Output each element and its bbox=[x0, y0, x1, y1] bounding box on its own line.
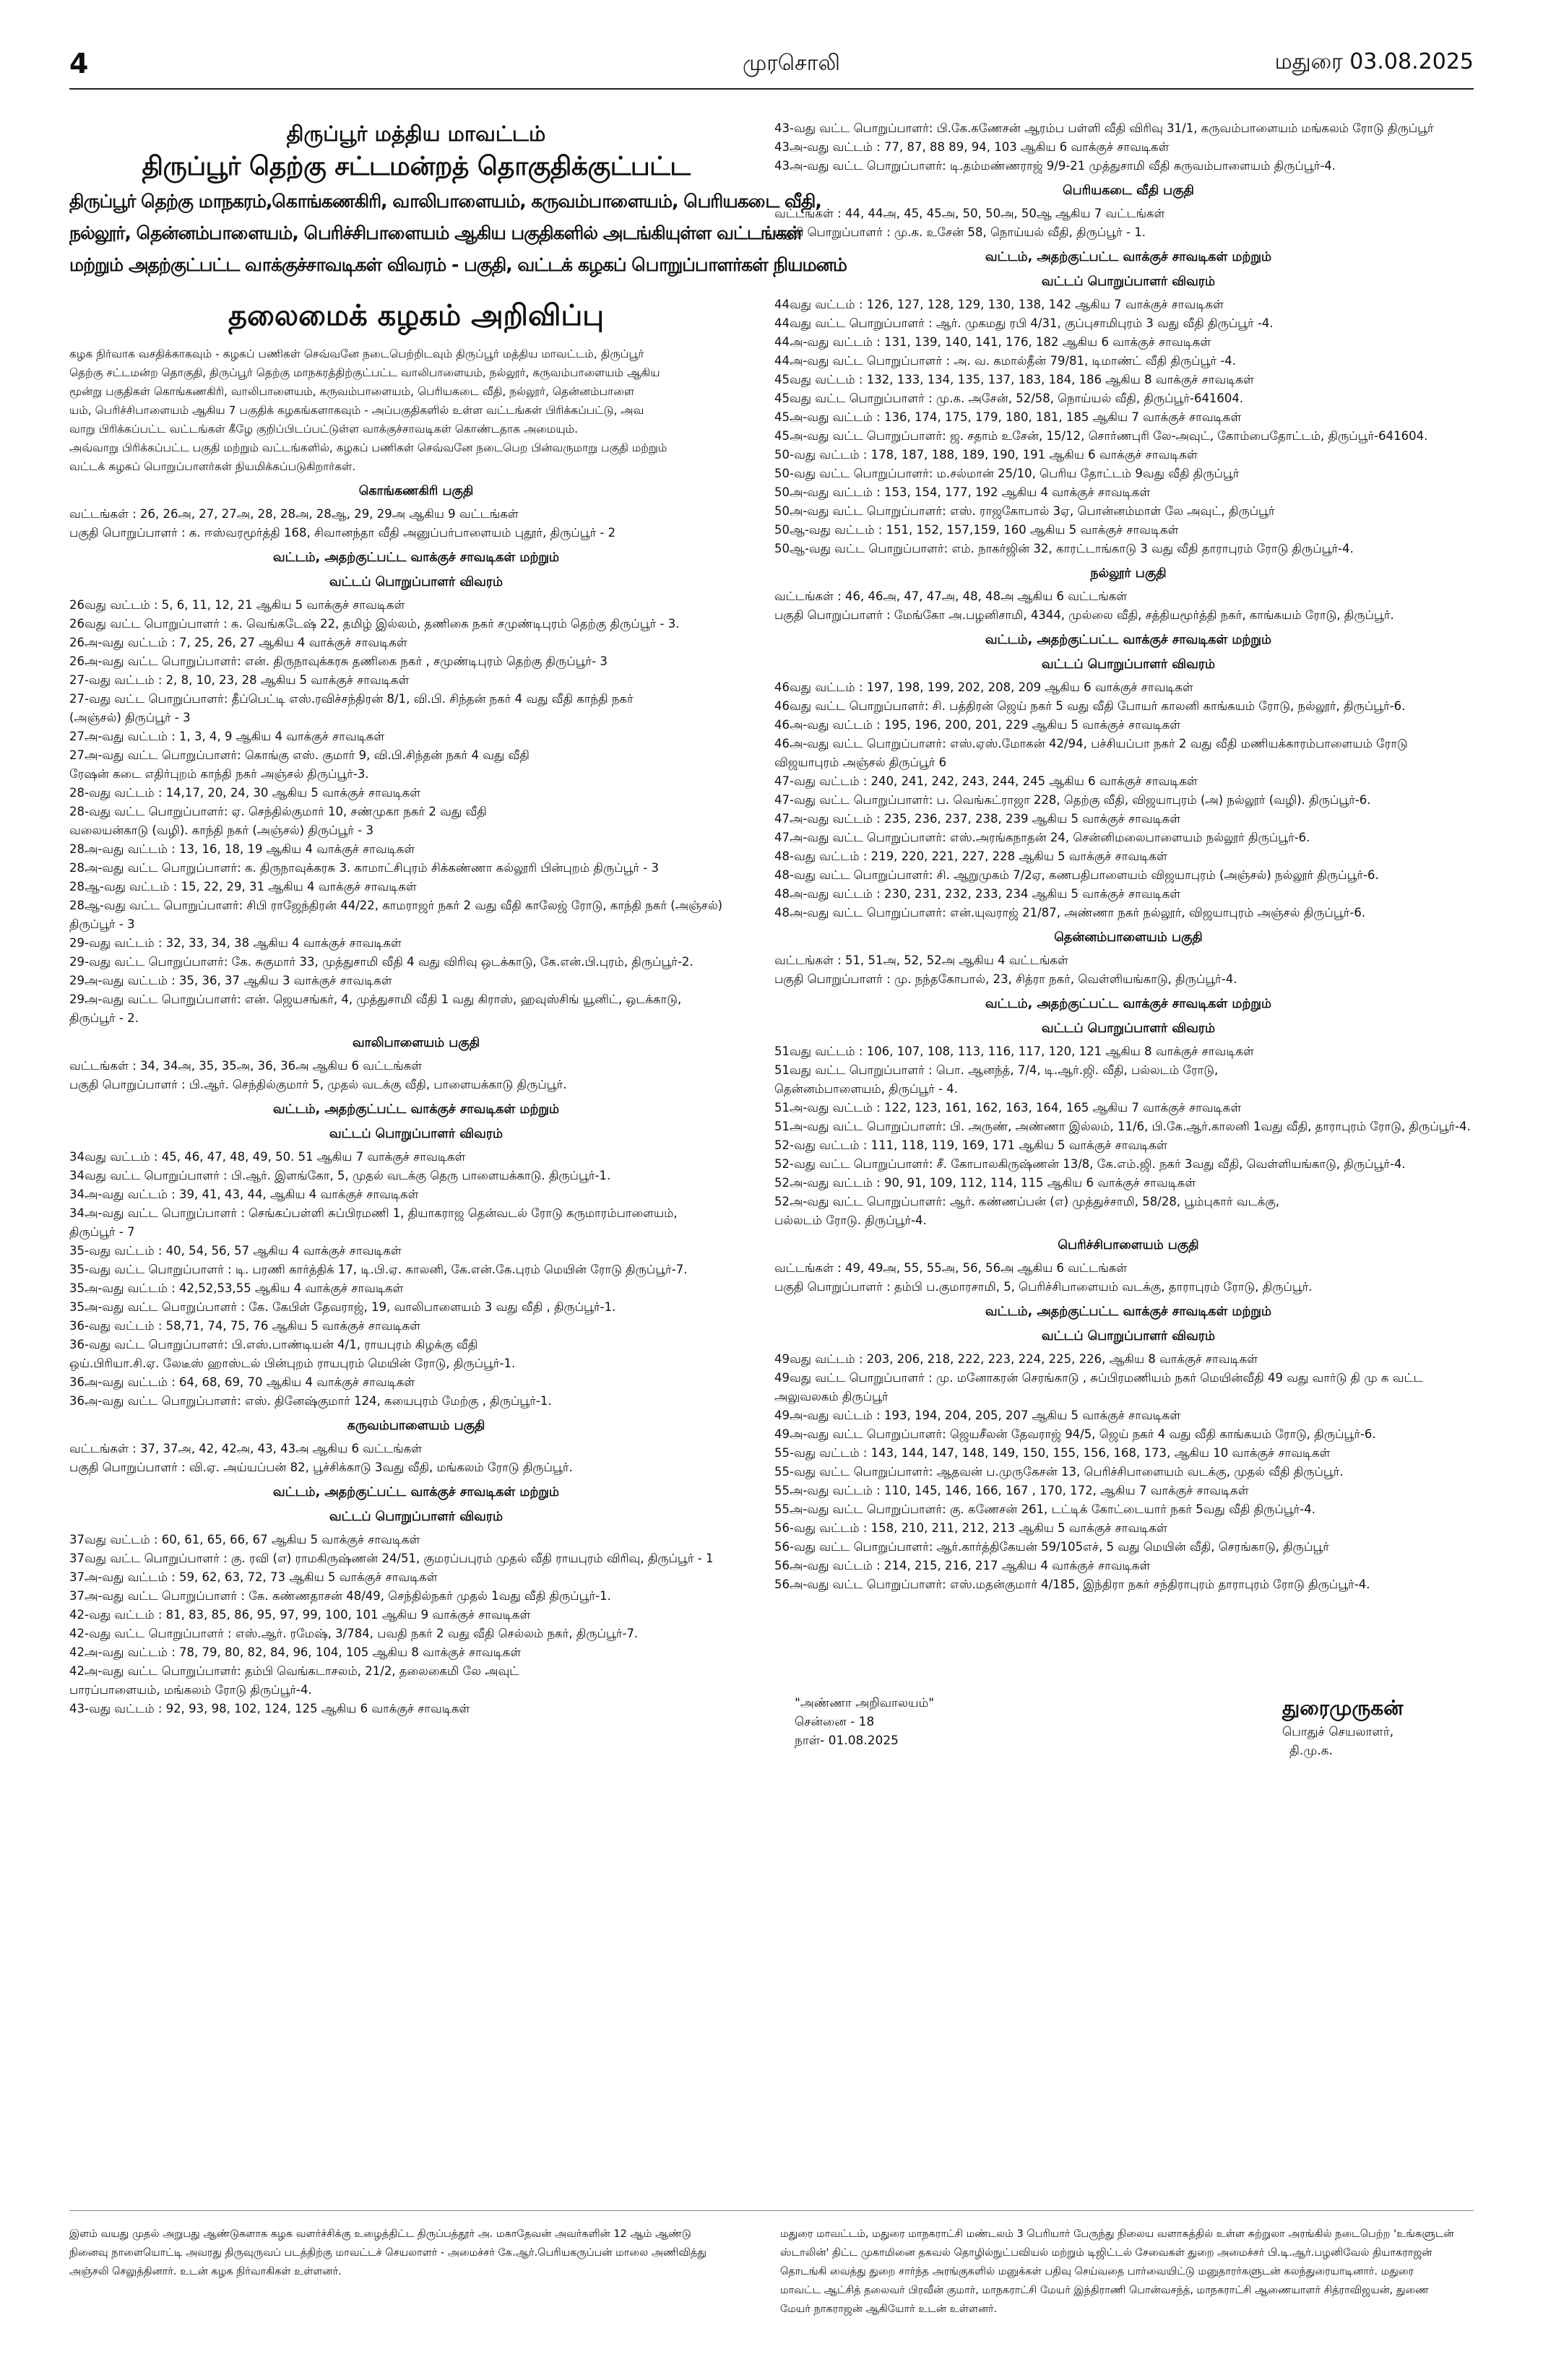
area-title-3: மற்றும் அதற்குட்பட்ட வாக்குச்சாவடிகள் விவரம் - பகுதி, வட்டக் கழகப் பொறுப்பாளர்கள் நியமனம் bbox=[69, 254, 847, 275]
list-line: 27அ-வது வட்ட பொறுப்பாளர்: கொங்கு எஸ். குமார் 9, வி.பி.சிந்தன் நகர் 4 வது வீதி bbox=[69, 748, 530, 762]
list-line: 28அ-வது வட்டம் : 13, 16, 18, 19 ஆகிய 4 வாக்குச் சாவடிகள் bbox=[69, 842, 415, 856]
signatory-block bbox=[1282, 1694, 1403, 1760]
list-line: 50ஆ-வது வட்ட பொறுப்பாளர்: எம். நாகர்ஜின் 32, காரட்டாங்காடு 3 வது வீதி தாராபுரம் ரோடு திருப்பூர்-4. bbox=[774, 542, 1354, 555]
text-line: மதுரை மாவட்டம், மதுரை மாநகராட்சி மண்டலம் 3 பெரியார் பேருந்து நிலைய வளாகத்தில் உள்ள சுற்றுலா அரங்கில் நடைபெற்ற 'உங்களுடன் bbox=[780, 2228, 1454, 2240]
list-line: 46வது வட்டம் : 197, 198, 199, 202, 208, 209 ஆகிய 6 வாக்குச் சாவடிகள் bbox=[774, 680, 1193, 694]
list-line: 28-வது வட்ட பொறுப்பாளர்: ஏ. செந்தில்குமார் 10, சண்முகா நகர் 2 வது வீதி bbox=[69, 805, 487, 818]
signature-date: நாள்- 01.08.2025 bbox=[795, 1734, 899, 1748]
text-line: அஞ்சலி செலுத்தினார். உடன் கழக நிர்வாகிகள் உள்ளனர். bbox=[69, 2266, 342, 2277]
list-line: பகுதி பொறுப்பாளர் : பி.ஆர். செந்தில்குமார் 5, முதல் வடக்கு வீதி, பாளையக்காடு திருப்பூர். bbox=[69, 1078, 567, 1091]
footer-caption-left bbox=[69, 2225, 763, 2281]
list-line: 51அ-வது வட்டம் : 122, 123, 161, 162, 163, 164, 165 ஆகிய 7 வாக்குச் சாவடிகள் bbox=[774, 1101, 1242, 1115]
section-heading: வட்டப் பொறுப்பாளர் விவரம் bbox=[329, 575, 503, 589]
office-name: "அண்ணா அறிவாலயம்" bbox=[795, 1696, 935, 1710]
list-line: 35அ-வது வட்டம் : 42,52,53,55 ஆகிய 4 வாக்குச் சாவடிகள் bbox=[69, 1281, 404, 1295]
list-line: 35அ-வது வட்ட பொறுப்பாளர் : கே. கேபிள் தேவராஜ், 19, வாலிபாளையம் 3 வது வீதி , திருப்பூர்-1. bbox=[69, 1300, 616, 1314]
list-line: தென்னம்பாளையம், திருப்பூர் - 4. bbox=[774, 1082, 959, 1096]
section-heading: வட்டப் பொறுப்பாளர் விவரம் bbox=[329, 1510, 503, 1524]
section-heading: வட்டப் பொறுப்பாளர் விவரம் bbox=[1041, 657, 1216, 672]
text-line: ஸ்டாலின்' திட்ட முகாமினை தகவல் தொழில்நுட்பவியல் மற்றும் டிஜிட்டல் சேவைகள் துறை அமைச்சர் பி.டி.ஆர்.பழனிவேல் தியாகராஜன் bbox=[780, 2247, 1432, 2259]
text-line: மாவட்ட ஆட்சித் தலைவர் பிரவீன் குமார், மாநகராட்சி மேயர் இந்திராணி பொன்வசந்த், மாநகராட்சி ஆணையாளர் சித்ராவிஜயன், துணை bbox=[780, 2285, 1429, 2296]
section-heading: வட்டப் பொறுப்பாளர் விவரம் bbox=[329, 1127, 503, 1141]
list-line: வட்டங்கள் : 49, 49அ, 55, 55அ, 56, 56அ ஆகிய 6 வட்டங்கள் bbox=[774, 1261, 1128, 1275]
list-line: 46அ-வது வட்டம் : 195, 196, 200, 201, 229 ஆகிய 5 வாக்குச் சாவடிகள் bbox=[774, 718, 1181, 732]
list-line: 52அ-வது வட்டம் : 90, 91, 109, 112, 114, 115 ஆகிய 6 வாக்குச் சாவடிகள் bbox=[774, 1176, 1196, 1190]
list-line: 37அ-வது வட்டம் : 59, 62, 63, 72, 73 ஆகிய 5 வாக்குச் சாவடிகள் bbox=[69, 1570, 438, 1584]
section-heading: நல்லூர் பகுதி bbox=[1090, 566, 1167, 581]
list-line: 47-வது வட்டம் : 240, 241, 242, 243, 244, 245 ஆகிய 6 வாக்குச் சாவடிகள் bbox=[774, 774, 1198, 788]
newspaper-name: முரசொலி bbox=[743, 51, 840, 76]
area-title-1: திருப்பூர் தெற்கு மாநகரம்,கொங்கணகிரி, வாலிபாளையம், கருவம்பாளையம், பெரியகடை வீதி, bbox=[69, 191, 821, 212]
list-line: 50அ-வது வட்டம் : 153, 154, 177, 192 ஆகிய 4 வாக்குச் சாவடிகள் bbox=[774, 485, 1151, 499]
list-line: 28-வது வட்டம் : 14,17, 20, 24, 30 ஆகிய 5 வாக்குச் சாவடிகள் bbox=[69, 786, 421, 800]
list-line: 47அ-வது வட்டம் : 235, 236, 237, 238, 239 ஆகிய 5 வாக்குச் சாவடிகள் bbox=[774, 812, 1181, 826]
section-heading: கருவம்பாளையம் பகுதி bbox=[347, 1419, 485, 1433]
signatory-name: துரைமுருகன் bbox=[1282, 1696, 1404, 1720]
section-heading: வட்டம், அதற்குட்பட்ட வாக்குச் சாவடிகள் மற்றும் bbox=[985, 997, 1272, 1011]
list-line: 49அ-வது வட்ட பொறுப்பாளர்: ஜெயசீலன் தேவராஜ் 94/5, ஜெய் நகர் 4 வது வீதி காங்கயம் ரோடு, திருப்பூர்-6. bbox=[774, 1427, 1376, 1441]
list-line: 46வது வட்ட பொறுப்பாளர்: சி. பத்திரன் ஜெய் நகர் 5 வது வீதி போயர் காலனி காங்கயம் ரோடு, நல்லூர், திருப்பூர்-6. bbox=[774, 699, 1406, 713]
list-line: பகுதி பொறுப்பாளர் : மேங்கோ அ.பழனிசாமி, 4344, முல்லை வீதி, சத்தியமூர்த்தி நகர், காங்கயம் ரோடு, திருப்பூர். bbox=[774, 608, 1394, 622]
list-line: 56அ-வது வட்ட பொறுப்பாளர்: எஸ்.மதன்குமார் 4/185, இந்திரா நகர் சந்திராபுரம் தாராபுரம் ரோடு திருப்பூர்-4. bbox=[774, 1578, 1370, 1591]
list-line: பல்லடம் ரோடு. திருப்பூர்-4. bbox=[774, 1213, 927, 1227]
list-line: விஜயாபுரம் அஞ்சல் திருப்பூர் 6 bbox=[774, 756, 947, 769]
section-heading: கொங்கணகிரி பகுதி bbox=[358, 484, 474, 498]
text-line: அவ்வாறு பிரிக்கப்பட்ட பகுதி மற்றும் வட்டங்களில், கழகப் பணிகள் செவ்வனே நடைபெற பின்வருமாறு பகுதி மற்றும் bbox=[69, 441, 667, 454]
text-line: யம், பெரிச்சிபாளையம் ஆகிய 7 பகுதிக் கழகங்களாகவும் - அப்பகுதிகளில் உள்ள வட்டங்கள் பிரிக்கப்பட்டு, அவ bbox=[69, 404, 644, 417]
district-title: திருப்பூர் மத்திய மாவட்டம் bbox=[286, 121, 546, 146]
list-line: 37அ-வது வட்ட பொறுப்பாளர் : கே. கண்ணதாசன் 48/49, செந்தில்நகர் முதல் 1வது வீதி திருப்பூர்-1. bbox=[69, 1589, 611, 1603]
list-line: 34வது வட்டம் : 45, 46, 47, 48, 49, 50. 51 ஆகிய 7 வாக்குச் சாவடிகள் bbox=[69, 1150, 466, 1164]
list-line: 51வது வட்டம் : 106, 107, 108, 113, 116, 117, 120, 121 ஆகிய 8 வாக்குச் சாவடிகள் bbox=[774, 1044, 1254, 1058]
city-date: மதுரை 03.08.2025 bbox=[1274, 49, 1474, 74]
text-line: கழக நிர்வாக வசதிக்காகவும் - கழகப் பணிகள் செவ்வனே நடைபெற்றிடவும் திருப்பூர் மத்திய மாவட்டம், திருப்பூர் bbox=[69, 347, 644, 360]
list-line: 55அ-வது வட்ட பொறுப்பாளர்: கு. கணேசன் 261, டட்டிக் கோட்டையார் நகர் 5வது வீதி திருப்பூர்-4. bbox=[774, 1502, 1316, 1516]
list-line: 50-வது வட்டம் : 178, 187, 188, 189, 190, 191 ஆகிய 6 வாக்குச் சாவடிகள் bbox=[774, 448, 1198, 462]
list-line: 45வது வட்ட பொறுப்பாளர் : மு.க. அசேன், 52/58, நொய்யல் வீதி, திருப்பூர்-641604. bbox=[774, 391, 1244, 405]
area-title-2: நல்லூர், தென்னம்பாளையம், பெரிச்சிபாளையம் ஆகிய பகுதிகளில் அடங்கியுள்ள வட்டங்கள் bbox=[69, 222, 803, 243]
list-line: 42-வது வட்ட பொறுப்பாளர் : எஸ்.ஆர். ரமேஷ், 3/784, பவதி நகர் 2 வது வீதி செல்லம் நகர், திருப்பூர்-7. bbox=[69, 1627, 639, 1640]
list-line: 42-வது வட்டம் : 81, 83, 85, 86, 95, 97, 99, 100, 101 ஆகிய 9 வாக்குச் சாவடிகள் bbox=[69, 1608, 531, 1622]
list-line: 29அ-வது வட்டம் : 35, 36, 37 ஆகிய 3 வாக்குச் சாவடிகள் bbox=[69, 974, 392, 987]
list-line: 26வது வட்டம் : 5, 6, 11, 12, 21 ஆகிய 5 வாக்குச் சாவடிகள் bbox=[69, 598, 405, 612]
list-line: 28ஆ-வது வட்ட பொறுப்பாளர்: சிபி ராஜேந்திரன் 44/22, காமராஜர் நகர் 2 வது வீதி காலேஜ் ரோடு, காந்தி நகர் (அஞ்சல்) bbox=[69, 899, 723, 912]
list-line: அலுவலகம் திருப்பூர் bbox=[774, 1390, 889, 1403]
list-line: 49அ-வது வட்டம் : 193, 194, 204, 205, 207 ஆகிய 5 வாக்குச் சாவடிகள் bbox=[774, 1408, 1181, 1422]
text-line: இளம் வயது முதல் அறுபது ஆண்டுகளாக கழக வளர்ச்சிக்கு உழைத்திட்ட திருப்பத்தூர் அ. மகாதேவன் அவர்களின் 12 ஆம் ஆண்டு bbox=[69, 2228, 691, 2240]
list-line: 37வது வட்ட பொறுப்பாளர் : கு. ரவி (எ) ராமகிருஷ்ணன் 24/51, குமரப்பபுரம் முதல் வீதி ராயபுரம் விரிவு, திருப்பூர் - 1 bbox=[69, 1552, 714, 1565]
list-line: வட்டங்கள் : 37, 37அ, 42, 42அ, 43, 43அ ஆகிய 6 வட்டங்கள் bbox=[69, 1442, 423, 1455]
list-line: 29-வது வட்டம் : 32, 33, 34, 38 ஆகிய 4 வாக்குச் சாவடிகள் bbox=[69, 936, 402, 950]
list-line: ரேஷன் கடை எதிர்புறம் காந்தி நகர் அஞ்சல் திருப்பூர்-3. bbox=[69, 767, 369, 781]
text-line: வட்டக் கழகப் பொறுப்பாளர்கள் நியமிக்கப்படுகிறார்கள். bbox=[69, 460, 356, 473]
list-line: 44அ-வது வட்டம் : 131, 139, 140, 141, 176, 182 ஆகிய 6 வாக்குச் சாவடிகள் bbox=[774, 335, 1211, 349]
section-heading: பெரிச்சிபாளையம் பகுதி bbox=[1058, 1238, 1199, 1252]
section-heading: வட்டம், அதற்குட்பட்ட வாக்குச் சாவடிகள் மற்றும் bbox=[272, 550, 560, 565]
list-line: பகுதி பொறுப்பாளர் : வி.ஏ. அய்யப்பன் 82, பூச்சிக்காடு 3வது வீதி, மங்கலம் ரோடு திருப்பூர். bbox=[69, 1461, 573, 1474]
list-line: 49வது வட்டம் : 203, 206, 218, 222, 223, 224, 225, 226, ஆகிய 8 வாக்குச் சாவடிகள் bbox=[774, 1352, 1258, 1366]
list-line: 52அ-வது வட்ட பொறுப்பாளர்: ஆர். கண்ணப்பன் (எ) முத்துச்சாமி, 58/28, பூம்புகார் வடக்கு, bbox=[774, 1195, 1280, 1208]
list-line: 42அ-வது வட்டம் : 78, 79, 80, 82, 84, 96, 104, 105 ஆகிய 8 வாக்குச் சாவடிகள் bbox=[69, 1645, 522, 1659]
list-line: வட்டங்கள் : 26, 26அ, 27, 27அ, 28, 28அ, 28ஆ, 29, 29அ ஆகிய 9 வட்டங்கள் bbox=[69, 507, 519, 521]
list-line: 48அ-வது வட்ட பொறுப்பாளர்: என்.யுவராஜ் 21/87, அண்ணா நகர் நல்லூர், விஜயாபுரம் அஞ்சல் திருப்பூர்-6. bbox=[774, 906, 1366, 919]
list-line: 28அ-வது வட்ட பொறுப்பாளர்: க. திருநாவுக்கரசு 3. காமாட்சிபுரம் சிக்கண்ணா கல்லூரி பின்புறம் திருப்பூர் - 3 bbox=[69, 861, 660, 875]
text-line: மூன்று பகுதிகள் கொங்கணகிரி, வாலிபாளையம், கருவம்பாளையம், பெரியகடை வீதி, நல்லூர், தென்னம்பாளை bbox=[69, 385, 634, 398]
list-line: பகுதி பொறுப்பாளர் : மு. நந்தகோபால், 23, சித்ரா நகர், வெள்ளியங்காடு, திருப்பூர்-4. bbox=[774, 972, 1237, 986]
list-line: 52-வது வட்ட பொறுப்பாளர்: சீ. கோபாலகிருஷ்ணன் 13/8, கே.எம்.ஜி. நகர் 3வது வீதி, வெள்ளியங்காடு, திருப்பூர்-4. bbox=[774, 1157, 1406, 1171]
right-column bbox=[774, 119, 1482, 1594]
list-line: 51அ-வது வட்ட பொறுப்பாளர்: பி. அருண், அண்ணா இல்லம், 11/6, பி.கே.ஆர்.காலனி 1வது வீதி, தாராபுரம் ரோடு, திருப்பூர்-4. bbox=[774, 1120, 1471, 1133]
text-line: தெற்கு சட்டமன்ற தொகுதி, திருப்பூர் தெற்கு மாநகரத்திற்குட்பட்ட வாலிபாளையம், நல்லூர், கருவம்பாளையம் ஆகிய bbox=[69, 366, 660, 379]
list-line: வலையன்காடு (வழி). காந்தி நகர் (அஞ்சல்) திருப்பூர் - 3 bbox=[69, 823, 373, 837]
section-heading: வட்டப் பொறுப்பாளர் விவரம் bbox=[1041, 1021, 1216, 1036]
section-heading: தென்னம்பாளையம் பகுதி bbox=[1054, 930, 1203, 945]
section-heading: வட்டம், அதற்குட்பட்ட வாக்குச் சாவடிகள் மற்றும் bbox=[985, 633, 1272, 647]
intro-paragraph bbox=[69, 345, 763, 476]
section-heading: வட்டம், அதற்குட்பட்ட வாக்குச் சாவடிகள் மற்றும் bbox=[272, 1102, 560, 1117]
list-line: 47-வது வட்ட பொறுப்பாளர்: ப. வெங்கட்ராஜா 228, தெற்கு வீதி, விஜயாபுரம் (அ) நல்லூர் (வழி). திருப்பூர்-6. bbox=[774, 793, 1371, 807]
list-line: 48-வது வட்டம் : 219, 220, 221, 227, 228 ஆகிய 5 வாக்குச் சாவடிகள் bbox=[774, 849, 1167, 863]
list-line: 43அ-வது வட்டம் : 77, 87, 88 89, 94, 103 ஆகிய 6 வாக்குச் சாவடிகள் bbox=[774, 140, 1170, 154]
list-line: 55-வது வட்ட பொறுப்பாளர்: ஆதவன் ப.முருகேசன் 13, பெரிச்சிபாளையம் வடக்கு, முதல் வீதி திருப்பூர். bbox=[774, 1465, 1344, 1479]
footer-rule bbox=[69, 2210, 1474, 2211]
list-line: 45வது வட்டம் : 132, 133, 134, 135, 137, 183, 184, 186 ஆகிய 8 வாக்குச் சாவடிகள் bbox=[774, 373, 1254, 386]
list-line: 48-வது வட்ட பொறுப்பாளர்: சி. ஆறுமுகம் 7/2ஏ, கணபதிபாளையம் விஜயாபுரம் (அஞ்சல்) நல்லூர் திருப்பூர்-6. bbox=[774, 868, 1379, 882]
text-line: மேயர் நாகராஜன் ஆகியோர் உடன் உள்ளனர். bbox=[780, 2303, 998, 2315]
section-heading: வட்டம், அதற்குட்பட்ட வாக்குச் சாவடிகள் மற்றும் bbox=[985, 1304, 1272, 1319]
list-line: 44அ-வது வட்ட பொறுப்பாளர் : அ. வ. கமால்தீன் 79/81, டிமாண்ட் வீதி திருப்பூர் -4. bbox=[774, 354, 1237, 368]
list-line: 46அ-வது வட்ட பொறுப்பாளர்: எஸ்.ஏஸ்.மோகன் 42/94, பச்சியப்பா நகர் 2 வது வீதி மணியக்காரம்பாளையம் ரோடு bbox=[774, 737, 1408, 750]
list-line: பாரப்பாளையம், மங்கலம் ரோடு திருப்பூர்-4. bbox=[69, 1683, 312, 1697]
list-line: வட்டங்கள் : 34, 34அ, 35, 35அ, 36, 36அ ஆகிய 6 வட்டங்கள் bbox=[69, 1059, 423, 1073]
list-line: 52-வது வட்டம் : 111, 118, 119, 169, 171 ஆகிய 5 வாக்குச் சாவடிகள் bbox=[774, 1138, 1167, 1152]
list-line: 26அ-வது வட்ட பொறுப்பாளர்: என். திருநாவுக்கரசு தணிகை நகர் , சமுண்டிபுரம் தெற்கு திருப்பூர்- 3 bbox=[69, 654, 608, 668]
list-line: 26அ-வது வட்டம் : 7, 25, 26, 27 ஆகிய 4 வாக்குச் சாவடிகள் bbox=[69, 636, 407, 649]
list-line: 45அ-வது வட்டம் : 136, 174, 175, 179, 180, 181, 185 ஆகிய 7 வாக்குச் சாவடிகள் bbox=[774, 410, 1242, 424]
list-line: 48அ-வது வட்டம் : 230, 231, 232, 233, 234 ஆகிய 5 வாக்குச் சாவடிகள் bbox=[774, 887, 1181, 901]
list-line: 36அ-வது வட்ட பொறுப்பாளர்: எஸ். தினேஷ்குமார் 124, கயைபுரம் மேற்கு , திருப்பூர்-1. bbox=[69, 1394, 552, 1408]
list-line: 45அ-வது வட்ட பொறுப்பாளர்: ஜ. சதாம் உசேன், 15/12, சொர்ணபுரி லே-அவுட், கோம்பைதோட்டம், திருப்பூர்-641604. bbox=[774, 429, 1428, 443]
section-heading: வட்டம், அதற்குட்பட்ட வாக்குச் சாவடிகள் மற்றும் bbox=[985, 250, 1272, 264]
list-line: ஒய்.பிரியா.சி.ஏ. லேடீஸ் ஹாஸ்டல் பின்புறம் ராயபுரம் மெயின் ரோடு, திருப்பூர்-1. bbox=[69, 1356, 516, 1370]
section-heading: பெரியகடை வீதி பகுதி bbox=[1062, 183, 1194, 198]
list-line: 36அ-வது வட்டம் : 64, 68, 69, 70 ஆகிய 4 வாக்குச் சாவடிகள் bbox=[69, 1375, 415, 1389]
list-line: 34அ-வது வட்ட பொறுப்பாளர் : செங்கப்பள்ளி சுப்பிரமணி 1, தியாகராஜ தென்வடல் ரோடு கருமாரம்பாளையம், bbox=[69, 1206, 678, 1220]
list-line: 43-வது வட்டம் : 92, 93, 98, 102, 124, 125 ஆகிய 6 வாக்குச் சாவடிகள் bbox=[69, 1702, 470, 1715]
footer-caption-right bbox=[780, 2225, 1474, 2319]
list-line: 43-வது வட்ட பொறுப்பாளர்: பி.கே.கணேசன் ஆரம்ப பள்ளி வீதி விரிவு 31/1, கருவம்பாளையம் மங்கலம் ரோடு திருப்பூர் bbox=[774, 121, 1434, 135]
list-line: 43அ-வது வட்ட பொறுப்பாளர்: டி.தம்மண்ணராஜ் 9/9-21 முத்துசாமி வீதி கருவம்பாளையம் திருப்பூர்-4. bbox=[774, 159, 1336, 173]
list-line: வட்டங்கள் : 44, 44அ, 45, 45அ, 50, 50அ, 50ஆ ஆகிய 7 வட்டங்கள் bbox=[774, 207, 1165, 220]
list-line: 42அ-வது வட்ட பொறுப்பாளர்: தம்பி வெங்கடாசலம், 21/2, தலைகைமி லே அவுட் bbox=[69, 1664, 519, 1678]
list-line: பகுதி பொறுப்பாளர் : க. ஈஸ்வரமூர்த்தி 168, சிவானந்தா வீதி அனுப்பர்பாளையம் புதூர், திருப்பூர் - 2 bbox=[69, 526, 616, 540]
page-header bbox=[0, 0, 1543, 94]
list-line: 55அ-வது வட்டம் : 110, 145, 146, 166, 167 , 170, 172, ஆகிய 7 வாக்குச் சாவடிகள் bbox=[774, 1484, 1249, 1497]
text-line: நினைவு நாளையொட்டி அவரது திருவுருவப் படத்திற்கு மாவட்டச் செயலாளர் - அமைச்சர் கே.ஆர்.பெரியகருப்பன் மாலை அணிவித்து bbox=[69, 2247, 706, 2259]
list-line: 56-வது வட்டம் : 158, 210, 211, 212, 213 ஆகிய 5 வாக்குச் சாவடிகள் bbox=[774, 1521, 1167, 1535]
list-line: வட்டங்கள் : 51, 51அ, 52, 52அ ஆகிய 4 வட்டங்கள் bbox=[774, 953, 1068, 967]
text-line: வாறு பிரிக்கப்பட்ட வட்டங்கள் கீழே குறிப்பிடப்பட்டுள்ள வாக்குச்சாவடிகள் கொண்டதாக அமையும். bbox=[69, 423, 579, 436]
list-line: 50-வது வட்ட பொறுப்பாளர்: ம.சல்மான் 25/10, பெரிய தோட்டம் 9வது வீதி திருப்பூர் bbox=[774, 467, 1240, 480]
list-line: 35-வது வட்டம் : 40, 54, 56, 57 ஆகிய 4 வாக்குச் சாவடிகள் bbox=[69, 1244, 402, 1258]
list-line: 50அ-வது வட்ட பொறுப்பாளர்: எஸ். ராஜகோபால் 3ஏ, பொன்னம்மாள் லே அவுட், திருப்பூர் bbox=[774, 504, 1275, 518]
signatory-role: பொதுச் செயலாளர், bbox=[1282, 1725, 1394, 1739]
list-line: 28ஆ-வது வட்டம் : 15, 22, 29, 31 ஆகிய 4 வாக்குச் சாவடிகள் bbox=[69, 880, 417, 893]
section-heading: வட்டம், அதற்குட்பட்ட வாக்குச் சாவடிகள் மற்றும் bbox=[272, 1485, 560, 1500]
list-line: 37வது வட்டம் : 60, 61, 65, 66, 67 ஆகிய 5 வாக்குச் சாவடிகள் bbox=[69, 1533, 420, 1546]
list-line: திருப்பூர் - 3 bbox=[69, 917, 135, 931]
left-list bbox=[69, 482, 763, 1718]
list-line: 55-வது வட்டம் : 143, 144, 147, 148, 149, 150, 155, 156, 168, 173, ஆகிய 10 வாக்குச் சாவடிகள் bbox=[774, 1446, 1331, 1460]
list-line: 36-வது வட்டம் : 58,71, 74, 75, 76 ஆகிய 5 வாக்குச் சாவடிகள் bbox=[69, 1319, 421, 1333]
list-line: பகுதி பொறுப்பாளர் : மு.க. உசேன் 58, நொய்யல் வீதி, திருப்பூர் - 1. bbox=[774, 225, 1146, 239]
list-line: 49வது வட்ட பொறுப்பாளர் : மு. மனோகரன் செரங்காடு , சுப்பிரமணியம் நகர் மெயின்வீதி 49 வது வார்டு தி மு க வட்ட bbox=[774, 1371, 1423, 1385]
list-line: 34அ-வது வட்டம் : 39, 41, 43, 44, ஆகிய 4 வாக்குச் சாவடிகள் bbox=[69, 1187, 419, 1201]
list-line: 56-வது வட்ட பொறுப்பாளர்: ஆர்.கார்த்திகேயன் 59/105எச், 5 வது மெயின் வீதி, செரங்காடு, திருப்பூர் bbox=[774, 1540, 1329, 1554]
page-number: 4 bbox=[69, 48, 89, 79]
list-line: 50ஆ-வது வட்டம் : 151, 152, 157,159, 160 ஆகிய 5 வாக்குச் சாவடிகள் bbox=[774, 523, 1179, 537]
signatory-party: தி.மு.க. bbox=[1289, 1744, 1333, 1758]
list-line: பகுதி பொறுப்பாளர் : தம்பி ப.குமாரசாமி, 5, பெரிச்சிபாளையம் வடக்கு, தாராபுரம் ரோடு, திருப்பூர். bbox=[774, 1280, 1313, 1294]
signature-office-block bbox=[795, 1694, 934, 1750]
list-line: 29அ-வது வட்ட பொறுப்பாளர்: என். ஜெயசங்கர், 4, முத்துசாமி வீதி 1 வது கிராஸ், ஹவுஸ்சிங் யூனிட், ஒடக்காடு, bbox=[69, 992, 682, 1006]
list-line: 29-வது வட்ட பொறுப்பாளர்: கே. சுகுமார் 33, முத்துசாமி வீதி 4 வது விரிவு ஒடக்காடு, கே.என்.பி.புரம், திருப்பூர்-2. bbox=[69, 955, 693, 969]
list-line: (அஞ்சல்) திருப்பூர் - 3 bbox=[69, 711, 191, 724]
section-heading: வாலிபாளையம் பகுதி bbox=[352, 1036, 480, 1050]
text-line: தொடங்கி வைத்து துறை சார்ந்த அரங்குகளில் மனுக்கள் பதிவு செய்வதை பார்வையிட்டு மனுதாரர்களுடன் கலந்துரையாடினார். மதுரை bbox=[780, 2266, 1414, 2277]
list-line: 47அ-வது வட்ட பொறுப்பாளர்: எஸ்.அரங்கநாதன் 24, சென்னிமலைபாளையம் நல்லூர் திருப்பூர்-6. bbox=[774, 831, 1310, 844]
list-line: 34வது வட்ட பொறுப்பாளர் : பி.ஆர். இளங்கோ, 5, முதல் வடக்கு தெரு பாளையக்காடு. திருப்பூர்-1. bbox=[69, 1169, 611, 1182]
list-line: 27அ-வது வட்டம் : 1, 3, 4, 9 ஆகிய 4 வாக்குச் சாவடிகள் bbox=[69, 730, 385, 743]
list-line: 51வது வட்ட பொறுப்பாளர் : பொ. ஆனந்த், 7/4, டி.ஆர்.ஜி. வீதி, பல்லடம் ரோடு, bbox=[774, 1063, 1219, 1077]
section-heading: வட்டப் பொறுப்பாளர் விவரம் bbox=[1041, 1329, 1216, 1343]
list-line: 56அ-வது வட்டம் : 214, 215, 216, 217 ஆகிய 4 வாக்குச் சாவடிகள் bbox=[774, 1559, 1151, 1572]
list-line: திருப்பூர் - 2. bbox=[69, 1011, 139, 1025]
list-line: 44வது வட்டம் : 126, 127, 128, 129, 130, 138, 142 ஆகிய 7 வாக்குச் சாவடிகள் bbox=[774, 298, 1224, 311]
list-line: வட்டங்கள் : 46, 46அ, 47, 47அ, 48, 48அ ஆகிய 6 வட்டங்கள் bbox=[774, 589, 1128, 603]
notice-heading: தலைமைக் கழகம் அறிவிப்பு bbox=[228, 299, 605, 332]
list-line: 27-வது வட்டம் : 2, 8, 10, 23, 28 ஆகிய 5 வாக்குச் சாவடிகள் bbox=[69, 673, 410, 687]
list-line: 44வது வட்ட பொறுப்பாளர் : ஆர். முகமது ரபி 4/31, குப்புசாமிபுரம் 3 வது வீதி திருப்பூர் -4. bbox=[774, 316, 1274, 330]
section-heading: வட்டப் பொறுப்பாளர் விவரம் bbox=[1041, 274, 1216, 289]
list-line: 35-வது வட்ட பொறுப்பாளர் : டி. பரணி கார்த்திக் 17, டி.பி.ஏ. காலனி, கே.என்.கே.புரம் மெயின் ரோடு திருப்பூர்-7. bbox=[69, 1263, 688, 1276]
list-line: 36-வது வட்ட பொறுப்பாளர்: பி.எஸ்.பாண்டியன் 4/1, ராயபுரம் கிழக்கு வீதி bbox=[69, 1338, 478, 1351]
office-city: சென்னை - 18 bbox=[795, 1715, 875, 1729]
header-rule bbox=[69, 88, 1474, 90]
list-line: 27-வது வட்ட பொறுப்பாளர்: தீப்பெட்டி எஸ்.ரவிச்சந்திரன் 8/1, வி.பி. சிந்தன் நகர் 4 வது வீதி காந்தி நகர் bbox=[69, 692, 634, 706]
list-line: திருப்பூர் - 7 bbox=[69, 1225, 135, 1239]
list-line: 26வது வட்ட பொறுப்பாளர் : க. வெங்கடேஷ் 22, தமிழ் இல்லம், தணிகை நகர் சமுண்டிபுரம் தெற்கு திருப்பூர் - 3. bbox=[69, 617, 680, 631]
main-title: திருப்பூர் தெற்கு சட்டமன்றத் தொகுதிக்குட்பட்ட bbox=[142, 152, 691, 181]
